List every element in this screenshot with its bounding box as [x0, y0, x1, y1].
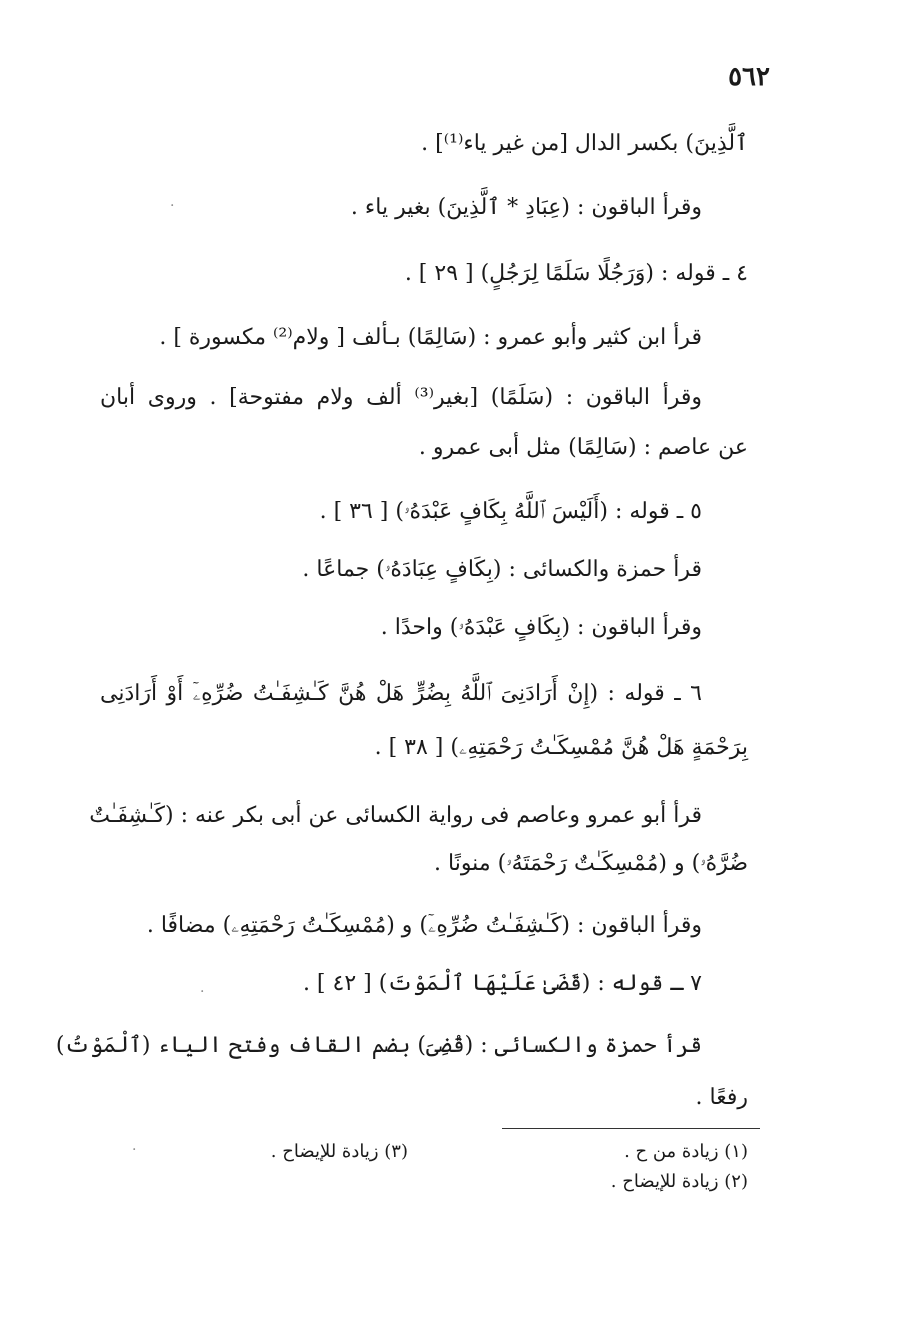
text-line-1: ٱلَّذِينَ) بكسر الدال [من غير ياء⁽¹⁾] . — [421, 131, 748, 156]
text-line-8: قرأ حمزة والكسائى : (بِكَافٍ عِبَادَهُۥ) جماعًا . — [302, 557, 702, 582]
speck-mark: · — [132, 1142, 137, 1158]
speck-mark: · — [200, 984, 205, 1000]
footnote-3: (٣) زيادة للإيضاح . — [270, 1141, 408, 1162]
text-line-12: قرأ أبو عمرو وعاصم فى رواية الكسائى عن أبى بكر عنه : (كَـٰشِفَـٰتٌ — [89, 803, 702, 828]
text-line-5: وقرأ الباقون : (سَلَمًا) [بغير⁽³⁾ ألف ولام مفتوحة] . وروى أبان — [100, 385, 702, 410]
text-line-11: بِرَحْمَةٍ هَلْ هُنَّ مُمْسِكَـٰتُ رَحْمَتِهِۦ) [ ٣٨ ] . — [374, 735, 748, 760]
text-line-16: قرأ حمزة والكسائى : (قُضِىَ) بضم القاف وفتح الياء (ٱلْمَوْتُ) — [55, 1033, 702, 1058]
page-number: ٥٦٢ — [728, 62, 770, 92]
text-line-4: قرأ ابن كثير وأبو عمرو : (سَالِمًا) بـألف [ ولام⁽²⁾ مكسورة ] . — [159, 325, 702, 350]
text-line-13: ضُرَّهُۥ) و (مُمْسِكَـٰتٌ رَحْمَتَهُۥ) منونًا . — [434, 851, 748, 876]
text-line-9: وقرأ الباقون : (بِكَافٍ عَبْدَهُۥ) واحدًا . — [380, 615, 702, 640]
text-line-15: ٧ ـ قوله : (قَضَىٰ عَلَيْهَا ٱلْمَوْتَ) [ ٤٢ ] . — [302, 971, 702, 996]
text-line-3: ٤ ـ قوله : (وَرَجُلًا سَلَمًا لِرَجُلٍ) [ ٢٩ ] . — [404, 261, 748, 286]
text-line-17: رفعًا . — [695, 1085, 748, 1110]
speck-mark: · — [170, 198, 175, 214]
text-line-2: وقرأ الباقون : (عِبَادِ * ٱلَّذِينَ) بغير ياء . — [350, 195, 702, 220]
text-line-7: ٥ ـ قوله : (أَلَيْسَ ٱللَّهُ بِكَافٍ عَبْدَهُۥ) [ ٣٦ ] . — [319, 499, 702, 524]
text-line-6: عن عاصم : (سَالِمًا) مثل أبى عمرو . — [418, 435, 748, 460]
footnote-divider — [502, 1128, 760, 1129]
footnote-1: (١) زيادة من ح . — [624, 1141, 748, 1162]
text-line-10: ٦ ـ قوله : (إِنْ أَرَادَنِىَ ٱللَّهُ بِضُرٍّ هَلْ هُنَّ كَـٰشِفَـٰتُ ضُرِّهِۦٓ أَوْ أَرَادَنِى — [100, 681, 702, 706]
footnote-2: (٢) زيادة للإيضاح . — [610, 1171, 748, 1192]
text-line-14: وقرأ الباقون : (كَـٰشِفَـٰتُ ضُرِّهِۦٓ) و (مُمْسِكَـٰتُ رَحْمَتِهِۦ) مضافًا . — [146, 913, 702, 938]
